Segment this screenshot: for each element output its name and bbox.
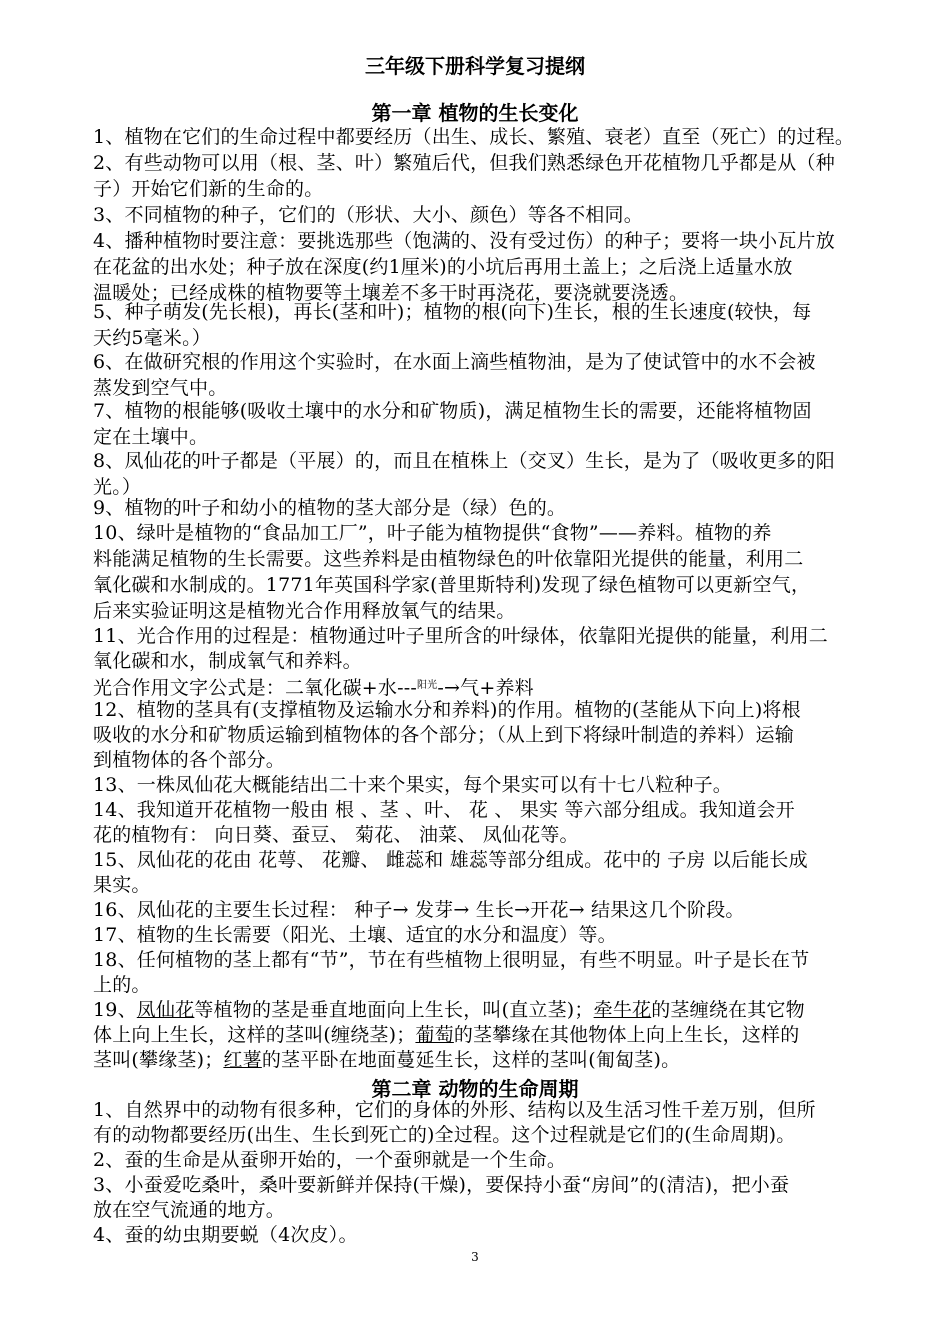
chapter-2-title: 第二章 动物的生命周期 bbox=[371, 1077, 579, 1101]
text-line: 光。） bbox=[93, 476, 142, 498]
text-line: 15、凤仙花的花由 花萼、 花瓣、 雌蕊和 雄蕊等部分组成。花中的 子房 以后能长成 bbox=[93, 849, 808, 871]
text-line: 16、凤仙花的主要生长过程： 种子→ 发芽→ 生长→开花→ 结果这几个阶段。 bbox=[93, 899, 745, 921]
formula-prefix: 光合作用文字公式是：二氧化碳+水--- bbox=[93, 677, 417, 699]
text-span: 19、 bbox=[93, 999, 137, 1021]
text-line: 定在土壤中。 bbox=[93, 426, 209, 448]
text-line: 果实。 bbox=[93, 874, 151, 896]
text-line: 氧化碳和水制成的。1771年英国科学家(普里斯特利)发现了绿色植物可以更新空气， bbox=[93, 574, 811, 596]
underlined-term: 葡萄 bbox=[415, 1024, 454, 1046]
text-line: 子）开始它们新的生命的。 bbox=[93, 178, 324, 200]
text-line: 8、凤仙花的叶子都是（平展）的，而且在植株上（交叉）生长，是为了（吸收更多的阳 bbox=[93, 450, 835, 472]
underlined-term: 牵牛花 bbox=[593, 999, 652, 1021]
text-line: 11、光合作用的过程是：植物通过叶子里所含的叶绿体，依靠阳光提供的能量，利用二 bbox=[93, 625, 828, 647]
text-line: 后来实验证明这是植物光合作用释放氧气的结果。 bbox=[93, 600, 516, 622]
text-line-19b bbox=[93, 1022, 893, 1048]
text-line: 17、植物的生长需要（阳光、土壤、适宜的水分和温度）等。 bbox=[93, 924, 617, 946]
text-span: 的茎平卧在地面蔓延生长，这样的茎叫(匍匐茎)。 bbox=[261, 1049, 681, 1071]
page-number: 3 bbox=[471, 1250, 479, 1264]
text-line: 6、在做研究根的作用这个实验时，在水面上滴些植物油，是为了使试管中的水不会被 bbox=[93, 351, 816, 373]
text-line: 温暖处；已经成株的植物要等土壤差不多干时再浇花，要浇就要浇透。 bbox=[93, 282, 689, 304]
text-line: 2、有些动物可以用（根、茎、叶）繁殖后代，但我们熟悉绿色开花植物几乎都是从（种 bbox=[93, 152, 835, 174]
text-line: 氧化碳和水，制成氧气和养料。 bbox=[93, 650, 362, 672]
text-line: 蒸发到空气中。 bbox=[93, 377, 228, 399]
text-line: 在花盆的出水处；种子放在深度(约1厘米)的小坑后再用土盖上；之后浇上适量水放 bbox=[93, 256, 793, 278]
text-span: 体上向上生长，这样的茎叫(缠绕茎)； bbox=[93, 1024, 416, 1046]
text-span: 等植物的茎是垂直地面向上生长，叫(直立茎)； bbox=[194, 999, 594, 1021]
text-line: 10、绿叶是植物的“食品加工厂”，叶子能为植物提供“食物”——养料。植物的养 bbox=[93, 522, 772, 544]
chapter-1-title: 第一章 植物的生长变化 bbox=[371, 101, 579, 125]
text-line: 4、蚕的幼虫期要蜕（4次皮）。 bbox=[93, 1224, 358, 1246]
text-line-19a bbox=[93, 997, 893, 1023]
text-line: 9、植物的叶子和幼小的植物的茎大部分是（绿）色的。 bbox=[93, 497, 567, 519]
text-span: 的茎攀缘在其他物体上向上生长，这样的 bbox=[453, 1024, 800, 1046]
text-span: 的茎缠绕在其它物 bbox=[651, 999, 805, 1021]
text-line: 3、小蚕爱吃桑叶，桑叶要新鲜并保持(干燥)，要保持小蚕“房间”的(清洁)，把小蚕 bbox=[93, 1174, 790, 1196]
text-line: 2、蚕的生命是从蚕卵开始的，一个蚕卵就是一个生命。 bbox=[93, 1149, 567, 1171]
text-line: 到植物体的各个部分。 bbox=[93, 749, 286, 771]
underlined-term: 红薯 bbox=[223, 1049, 262, 1071]
text-line: 1、植物在它们的生命过程中都要经历（出生、成长、繁殖、衰老）直至（死亡）的过程。 bbox=[93, 126, 855, 148]
text-line: 吸收的水分和矿物质运输到植物体的各个部分；（从上到下将绿叶制造的养料）运输 bbox=[93, 724, 794, 746]
text-line: 5、种子萌发(先长根)，再长(茎和叶)；植物的根(向下)生长，根的生长速度(较快，每 bbox=[93, 301, 812, 323]
text-line: 3、不同植物的种子，它们的（形状、大小、颜色）等各不相同。 bbox=[93, 204, 643, 226]
text-line: 上的。 bbox=[93, 974, 151, 996]
formula-suffix: -→气+养料 bbox=[437, 677, 534, 699]
text-line: 14、我知道开花植物一般由 根 、茎 、叶、 花 、 果实 等六部分组成。我知道会开 bbox=[93, 799, 795, 821]
doc-title: 三年级下册科学复习提纲 bbox=[365, 54, 585, 78]
text-line: 4、播种植物时要注意：要挑选那些（饱满的、没有受过伤）的种子；要将一块小瓦片放 bbox=[93, 230, 835, 252]
text-line: 天约5毫米。） bbox=[93, 327, 211, 349]
text-line: 12、植物的茎具有(支撑植物及运输水分和养料)的作用。植物的(茎能从下向上)将根 bbox=[93, 699, 801, 721]
underlined-term: 凤仙花 bbox=[136, 999, 195, 1021]
text-line-19c bbox=[93, 1047, 893, 1073]
text-line: 13、一株凤仙花大概能结出二十来个果实，每个果实可以有十七八粒种子。 bbox=[93, 774, 732, 796]
text-line: 料能满足植物的生长需要。这些养料是由植物绿色的叶依靠阳光提供的能量，利用二 bbox=[93, 548, 804, 570]
formula-condition: 阳光 bbox=[416, 680, 438, 691]
text-line: 7、植物的根能够(吸收土壤中的水分和矿物质)，满足植物生长的需要，还能将植物固 bbox=[93, 400, 812, 422]
text-line: 有的动物都要经历(出生、生长到死亡的)全过程。这个过程就是它们的(生命周期)。 bbox=[93, 1124, 796, 1146]
text-line: 1、自然界中的动物有很多种，它们的身体的外形、结构以及生活习性千差万别，但所 bbox=[93, 1099, 816, 1121]
text-span: 茎叫(攀缘茎)； bbox=[93, 1049, 224, 1071]
text-line: 放在空气流通的地方。 bbox=[93, 1199, 286, 1221]
text-line: 18、任何植物的茎上都有“节”，节在有些植物上很明显，有些不明显。叶子是长在节 bbox=[93, 949, 810, 971]
text-line: 花的植物有： 向日葵、蚕豆、 菊花、 油菜、 凤仙花等。 bbox=[93, 824, 579, 846]
